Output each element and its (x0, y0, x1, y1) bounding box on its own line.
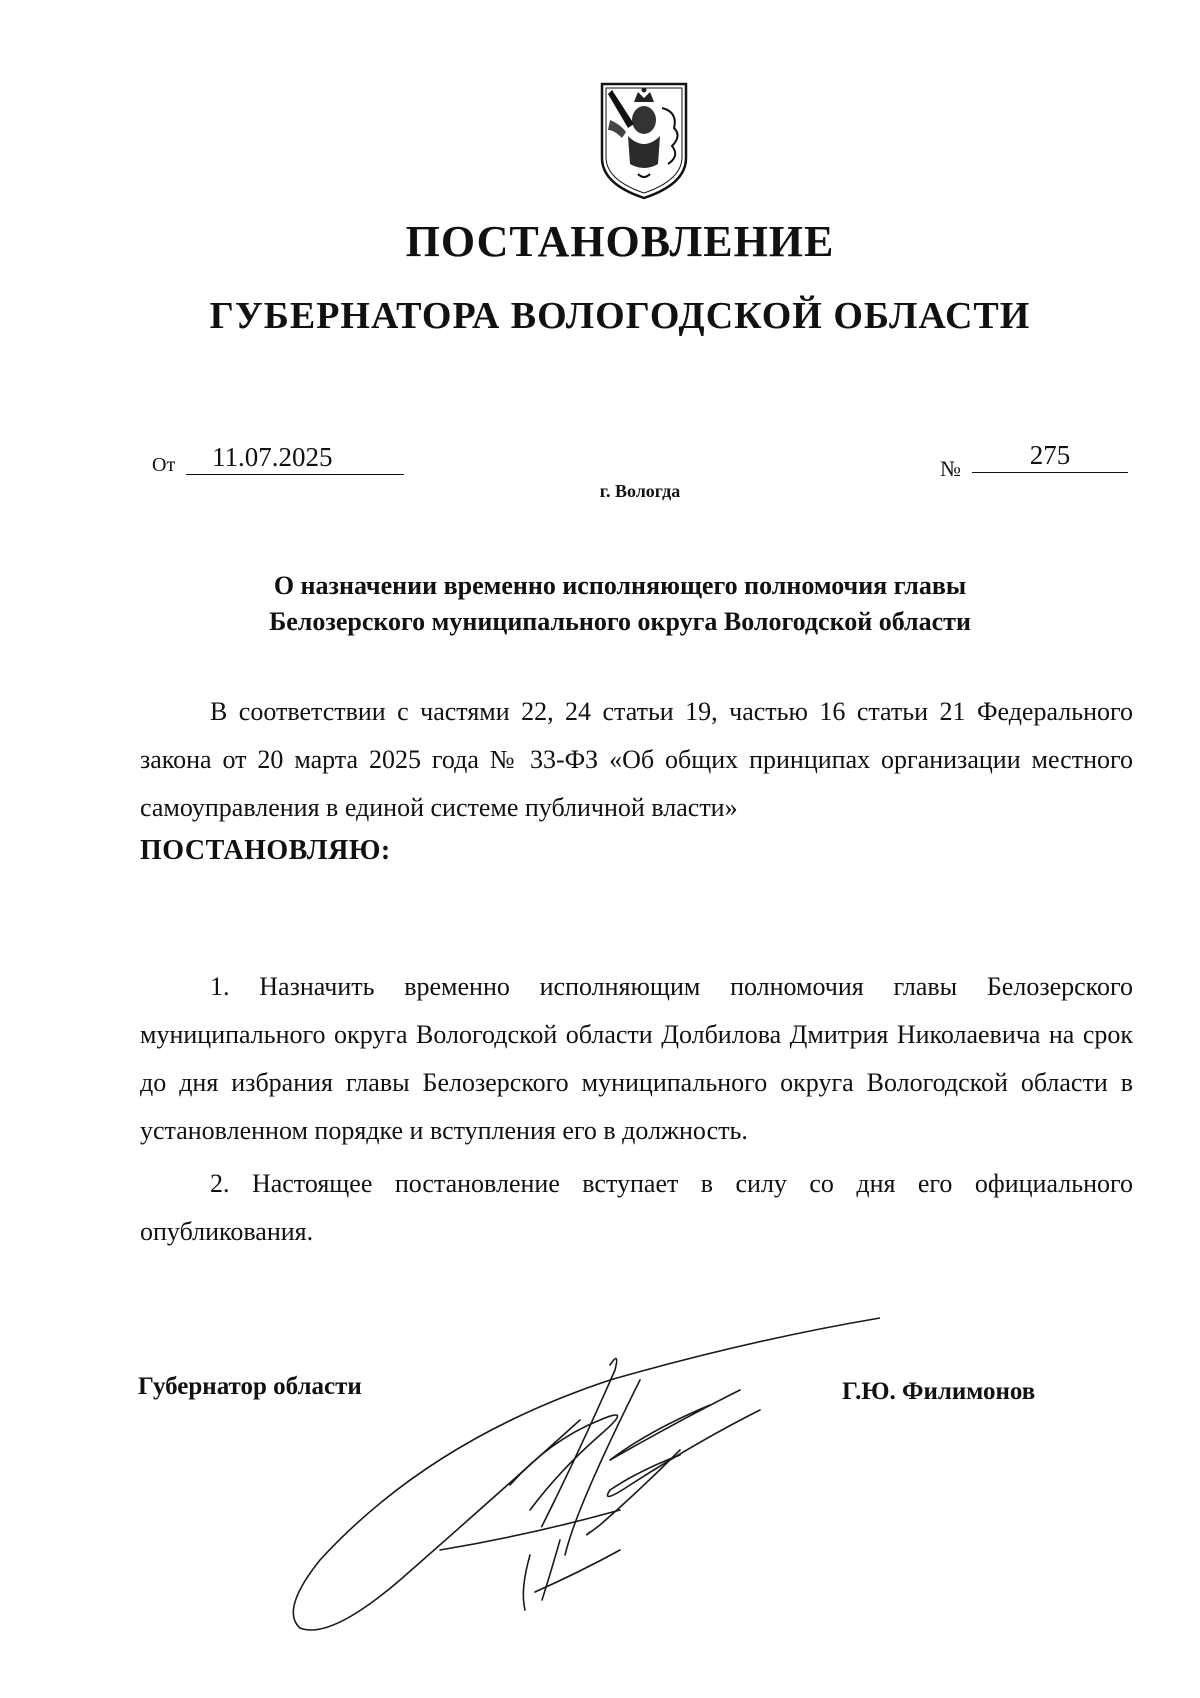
number-label: № (940, 456, 961, 481)
signatory-position: Губернатор области (138, 1373, 362, 1400)
coat-of-arms-icon (598, 80, 690, 202)
document-number: 275 (972, 438, 1128, 473)
date-label: От (152, 454, 176, 476)
subject-line-1: О назначении временно исполняющего полномочия главы (273, 571, 967, 600)
document-city: г. Вологда (599, 481, 681, 501)
document-date: 11.07.2025 (186, 440, 404, 475)
decree-heading: ПОСТАНОВЛЯЮ: (140, 835, 391, 866)
decree-item-1: 1. Назначить временно исполняющим полномочия главы Белозерского муниципального округа Вологодской области Долбилова Дмитрия Николаевича на срок до дня избрания главы Белозерского муниципального округа Вологодской области в установленном порядке и вступления его в должность. (140, 972, 1133, 1145)
document-subject (0, 568, 1200, 640)
document-subtitle: ГУБЕРНАТОРА ВОЛОГОДСКОЙ ОБЛАСТИ (209, 295, 1031, 337)
handwritten-signature-icon (280, 1310, 880, 1640)
document-title: ПОСТАНОВЛЕНИЕ (405, 217, 835, 266)
subject-line-2: Белозерского муниципального округа Вологодской области (269, 607, 971, 636)
signatory-name: Г.Ю. Филимонов (842, 1378, 1036, 1405)
decree-item-2: 2. Настоящее постановление вступает в силу со дня его официального опубликования. (140, 1169, 1133, 1246)
intro-paragraph: В соответствии с частями 22, 24 статьи 19, частью 16 статьи 21 Федерального закона от 20 марта 2025 года № 33-ФЗ «Об общих принципах организации местного самоуправления в единой системе публичной власти» (140, 697, 1133, 822)
